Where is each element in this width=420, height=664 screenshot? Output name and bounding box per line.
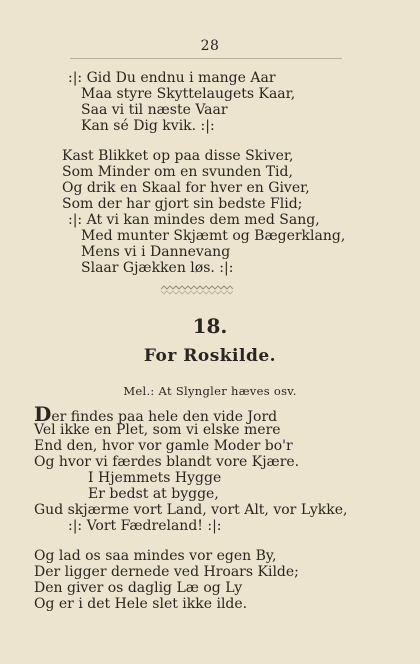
verse-line: End den, hvor vor gamle Moder bo'r [34,438,293,454]
verse-line: Slaar Gjækken løs. :|: [81,260,234,276]
verse-line: Mens vi i Dannevang [81,244,231,260]
verse-line: Og drik en Skaal for hver en Giver, [62,180,310,196]
verse-line: :|: Gid Du endnu i mange Aar [68,70,276,86]
ornament-divider [161,283,233,295]
verse-line: Og hvor vi færdes blandt vore Kjære. [34,454,300,470]
verse-line: Gud skjærme vort Land, vort Alt, vor Lykke, [34,502,348,518]
verse-line-rest: er findes paa hele den vide Jord [51,409,278,425]
page-number: 28 [200,38,220,54]
verse-line: Den giver os daglig Læ og Ly [34,580,243,596]
verse-line: Der ligger dernede ved Hroars Kilde; [34,564,299,580]
verse-line: Vel ikke en Plet, som vi elske mere [34,422,281,438]
song-title: For Roskilde. [143,346,277,366]
verse-line: Som der har gjort sin bedste Flid; [62,196,303,212]
verse-line: Med munter Skjæmt og Bægerklang, [81,228,346,244]
verse-line: Som Minder om en svunden Tid, [62,164,293,180]
verse-line: Er bedst at bygge, [88,486,219,502]
song-number: 18. [192,314,228,338]
verse-line: Og er i det Hele slet ikke ilde. [34,596,248,612]
drop-cap: D [34,402,52,426]
verse-line: Kast Blikket op paa disse Skiver, [62,148,294,164]
verse-line: I Hjemmets Hygge [88,470,222,486]
verse-line: Saa vi til næste Vaar [81,102,228,118]
verse-line: :|: Vort Fædreland! :|: [68,518,222,534]
header-rule [70,58,342,59]
verse-line: Og lad os saa mindes vor egen By, [34,548,277,564]
melody-note: Mel.: At Slyngler hæves osv. [123,384,297,398]
verse-line: Kan sé Dig kvik. :|: [81,118,215,134]
verse-line: :|: At vi kan mindes dem med Sang, [68,212,320,228]
verse-line: Maa styre Skyttelaugets Kaar, [81,86,296,102]
